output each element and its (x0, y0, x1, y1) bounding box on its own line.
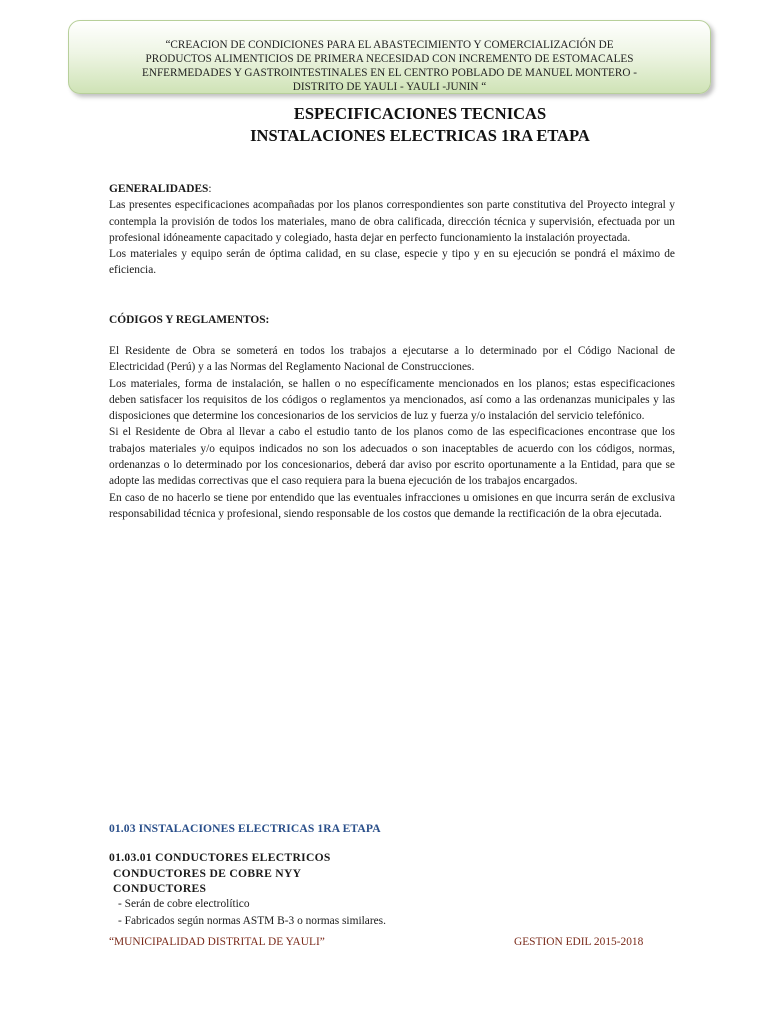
item-subheading: CONDUCTORES (113, 882, 207, 895)
project-title-banner (68, 20, 711, 94)
document-subtitle: INSTALACIONES ELECTRICAS 1RA ETAPA (250, 126, 590, 145)
codigos-paragraph-4: En caso de no hacerlo se tiene por entendido que las eventuales infracciones u omisiones en que incurra serán de exclusiva responsabilidad técnica y profesional, siendo responsable de los costos que demande la rectificación de la obra ejecutada. (109, 491, 675, 520)
codigos-heading-block (109, 312, 675, 328)
heading-colon: : (208, 183, 212, 195)
item-heading: CONDUCTORES DE COBRE NYY (113, 867, 302, 880)
footer-municipality: “MUNICIPALIDAD DISTRITAL DE YAULI” (109, 936, 325, 948)
generalidades-paragraph-1: Las presentes especificaciones acompañadas por los planos correspondientes son parte constitutiva del Proyecto integral y contempla la provisión de todos los materiales, mano de obra calificada, dirección técnica y supervisión, efectuada por un profesional idóneamente capacitado y colegiado, hasta dejar en perfecto funcionamiento la instalación proyectada. (109, 199, 675, 244)
generalidades-heading: GENERALIDADES (109, 183, 209, 195)
codigos-paragraph-2: Los materiales, forma de instalación, se hallen o no específicamente mencionados en los planos; estas especificaciones deben satisfacer los requisitos de los códigos o reglamentos ya mencionados, así como a las ordenanzas municipales y las disposiciones que determine los concesionarios de los servicios de luz y fuerza y/o instalación del servicio telefónico. (109, 377, 675, 423)
codigos-paragraph-3: Si el Residente de Obra al llevar a cabo el estudio tanto de los planos como de las especificaciones encontrase que los trabajos materiales y/o equipos indicados no son los adecuados o son inaceptables de acuerdo con los códigos, normas, ordenanzas o lo determinado por los concesionarios, deberá dar aviso por escrito oportunamente a la Entidad, para que se adopte las medidas correctivas que el caso requiera para la buena ejecución de los trabajos encargados. (109, 426, 675, 488)
codigos-paragraph-1: El Residente de Obra se someterá en todos los trabajos a ejecutarse a lo determinado por el Código Nacional de Electricidad (Perú) y a las Normas del Reglamento Nacional de Construcciones. (109, 345, 675, 374)
banner-line-1: “CREACION DE CONDICIONES PARA EL ABASTECIMIENTO Y COMERCIALIZACIÓN DE (165, 39, 614, 51)
generalidades-heading-row (109, 181, 675, 197)
codigos-section (109, 343, 675, 522)
bullet-item: - Serán de cobre electrolítico (118, 898, 250, 910)
generalidades-section (109, 181, 675, 279)
banner-line-2: PRODUCTOS ALIMENTICIOS DE PRIMERA NECESIDAD CON INCREMENTO DE ESTOMACALES (145, 53, 634, 65)
document-title: ESPECIFICACIONES TECNICAS (293, 104, 547, 123)
bullet-item: - Fabricados según normas ASTM B-3 o normas similares. (118, 915, 386, 927)
footer-period: GESTION EDIL 2015-2018 (514, 936, 644, 948)
banner-line-3: ENFERMEDADES Y GASTROINTESTINALES EN EL CENTRO POBLADO DE MANUEL MONTERO - (142, 67, 637, 79)
subsection-heading: 01.03.01 CONDUCTORES ELECTRICOS (109, 851, 331, 864)
generalidades-paragraph-2: Los materiales y equipo serán de óptima calidad, en su clase, especie y tipo y en su ejecución se pondrá el máximo de eficiencia. (109, 248, 675, 277)
banner-line-4: DISTRITO DE YAULI - YAULI -JUNIN “ (292, 81, 487, 93)
codigos-heading: CÓDIGOS Y REGLAMENTOS: (109, 314, 270, 326)
section-heading: 01.03 INSTALACIONES ELECTRICAS 1RA ETAPA (109, 822, 381, 835)
